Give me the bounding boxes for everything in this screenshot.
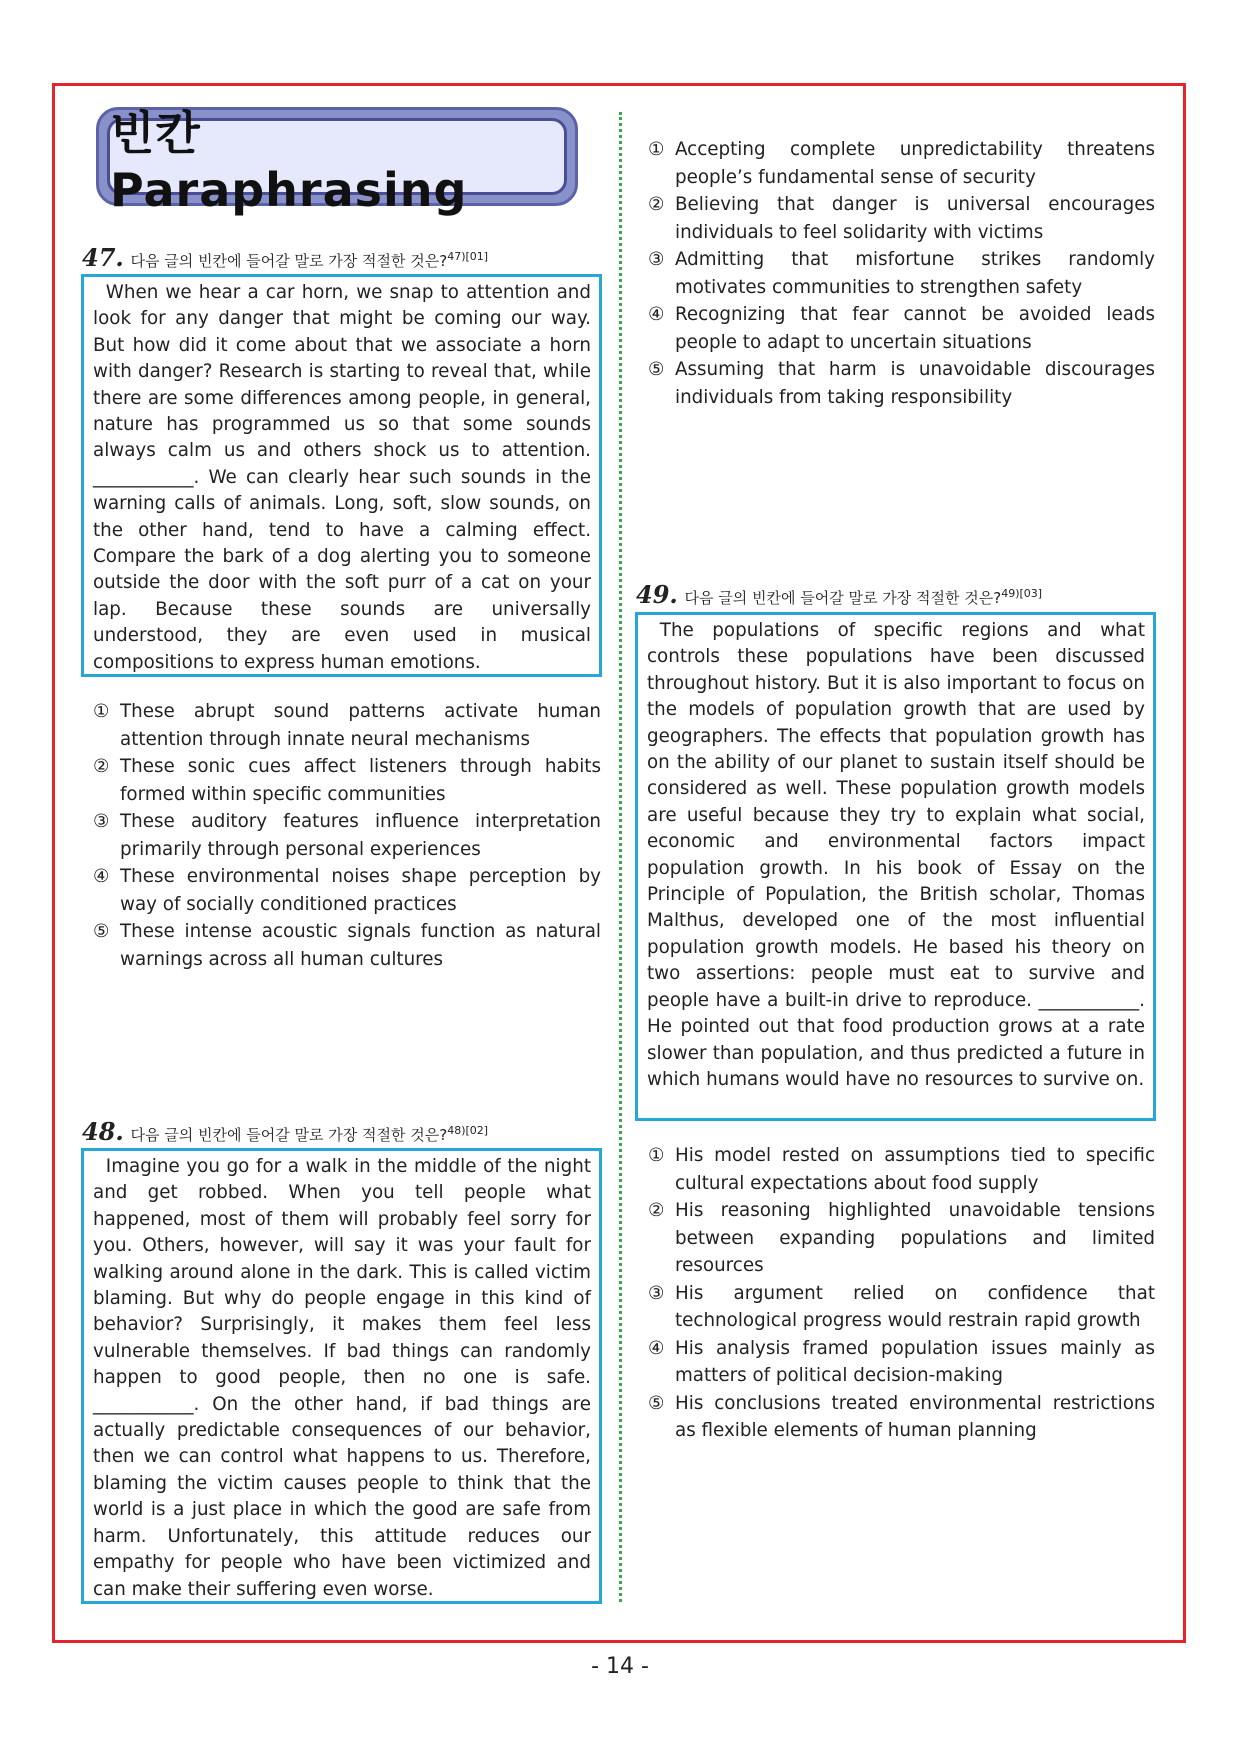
option-mark: ① (648, 139, 665, 160)
question-48-options (648, 136, 1155, 411)
option-text: Admitting that misfortune strikes randomly motivates communities to strengthen safety (675, 249, 1155, 298)
section-title: 빈칸 Paraphrasing (110, 105, 468, 217)
question-prompt: 다음 글의 빈칸에 들어갈 말로 가장 적절한 것은? (130, 252, 448, 270)
option-1[interactable] (93, 698, 601, 753)
question-prompt: 다음 글의 빈칸에 들어갈 말로 가장 적절한 것은? (130, 1126, 448, 1144)
option-3[interactable] (93, 808, 601, 863)
question-49-passage: The populations of specific regions and what controls these populations have been discussed throughout history. But it is also important to focus on the models of population growth that are used by geographers. The effects that population growth has on the ability of our planet to sustain itself should be considered as well. These population growth models are useful because they try to explain what social, economic and environmental factors impact population growth. In his book of Essay on the Principle of Population, the British scholar, Thomas Malthus, developed one of the most influential population growth models. He based his theory on two assertions: people must eat to survive and people have a built-in drive to reproduce. ___________. He pointed out that food production grows at a rate slower than population, and thus predicted a future in which humans would have no resources to survive on. (635, 612, 1156, 1121)
option-text: These sonic cues affect listeners through habits formed within specific communities (120, 756, 601, 805)
option-4[interactable] (93, 863, 601, 918)
question-48-header (82, 1117, 488, 1146)
option-text: His conclusions treated environmental restrictions as flexible elements of human planning (675, 1392, 1155, 1441)
option-text: His analysis framed population issues mainly as matters of political decision-making (675, 1337, 1155, 1386)
option-mark: ⑤ (93, 921, 110, 942)
question-48-passage: Imagine you go for a walk in the middle of the night and get robbed. When you tell people what happened, most of them will probably feel sorry for you. Others, however, will say it was your fault for walking around alone in the dark. This is called victim blaming. But why do people engage in this kind of behavior? Surprisingly, it makes them feel less vulnerable themselves. If bad things can randomly happen to good people, then no one is safe. ___________. On the other hand, if bad things are actually predictable consequences of our behavior, then we can control what happens to us. Therefore, blaming the victim causes people to think that the world is a just place in which the good are safe from harm. Unfortunately, this attitude reduces our empathy for people who have been victimized and can make their suffering even worse. (81, 1148, 602, 1604)
question-47-options (93, 698, 601, 973)
section-title-badge (96, 105, 578, 217)
option-text: His reasoning highlighted unavoidable tensions between expanding populations and limited resources (675, 1200, 1155, 1276)
option-mark: ③ (648, 1282, 665, 1304)
option-mark: ③ (93, 811, 110, 832)
page-number: - 14 - (591, 1654, 649, 1679)
option-2[interactable] (93, 753, 601, 808)
option-mark: ⑤ (648, 1392, 665, 1414)
option-text: These intense acoustic signals function as natural warnings across all human cultures (120, 921, 601, 970)
option-text: Believing that danger is universal encourages individuals to feel solidarity with victims (675, 194, 1155, 243)
option-text: These environmental noises shape perception by way of socially conditioned practices (120, 866, 601, 915)
question-ref: 47)[01] (447, 250, 489, 263)
question-prompt: 다음 글의 빈칸에 들어갈 말로 가장 적절한 것은? (684, 589, 1002, 607)
option-text: These abrupt sound patterns activate human attention through innate neural mechanisms (120, 701, 601, 750)
option-2[interactable] (648, 191, 1155, 246)
option-5[interactable] (93, 918, 601, 973)
option-mark: ④ (93, 866, 110, 887)
option-mark: ② (648, 194, 665, 215)
option-3[interactable] (648, 246, 1155, 301)
option-3[interactable] (648, 1280, 1155, 1335)
question-49-options (648, 1142, 1155, 1445)
question-number: 47. (82, 243, 124, 272)
option-text: These auditory features influence interpretation primarily through personal experiences (120, 811, 601, 860)
question-47-passage: When we hear a car horn, we snap to attention and look for any danger that might be coming our way. But how did it come about that we associate a horn with danger? Research is starting to reveal that, while there are some differences among people, in general, nature has programmed us so that some sounds always calm us and others shock us to attention. ___________. We can clearly hear such sounds in the warning calls of animals. Long, soft, slow sounds, on the other hand, tend to have a calming effect. Compare the bark of a dog alerting you to someone outside the door with the soft purr of a cat on your lap. Because these sounds are universally understood, they are even used in musical compositions to express human emotions. (81, 274, 602, 677)
column-divider (619, 112, 622, 1602)
option-mark: ② (93, 756, 110, 777)
question-number: 49. (636, 580, 678, 609)
option-4[interactable] (648, 1335, 1155, 1390)
option-5[interactable] (648, 356, 1155, 411)
option-mark: ④ (648, 1337, 665, 1359)
option-text: Accepting complete unpredictability threatens people’s fundamental sense of security (675, 139, 1155, 188)
question-ref: 49)[03] (1001, 587, 1043, 600)
option-mark: ③ (648, 249, 665, 270)
option-mark: ⑤ (648, 359, 665, 380)
question-47-header (82, 243, 488, 272)
question-49-header (636, 580, 1042, 609)
option-mark: ① (648, 1145, 665, 1166)
question-ref: 48)[02] (447, 1124, 489, 1137)
option-1[interactable] (648, 136, 1155, 191)
option-4[interactable] (648, 301, 1155, 356)
option-text: Assuming that harm is unavoidable discourages individuals from taking responsibility (675, 359, 1155, 408)
option-2[interactable] (648, 1197, 1155, 1280)
option-5[interactable] (648, 1390, 1155, 1445)
option-1[interactable] (648, 1142, 1155, 1197)
option-mark: ② (648, 1200, 665, 1221)
option-mark: ① (93, 701, 110, 722)
option-text: His argument relied on confidence that technological progress would restrain rapid growth (675, 1282, 1155, 1331)
option-mark: ④ (648, 304, 665, 325)
question-number: 48. (82, 1117, 124, 1146)
option-text: His model rested on assumptions tied to specific cultural expectations about food supply (675, 1145, 1155, 1194)
section-title-inner (107, 105, 567, 217)
option-text: Recognizing that fear cannot be avoided leads people to adapt to uncertain situations (675, 304, 1155, 353)
